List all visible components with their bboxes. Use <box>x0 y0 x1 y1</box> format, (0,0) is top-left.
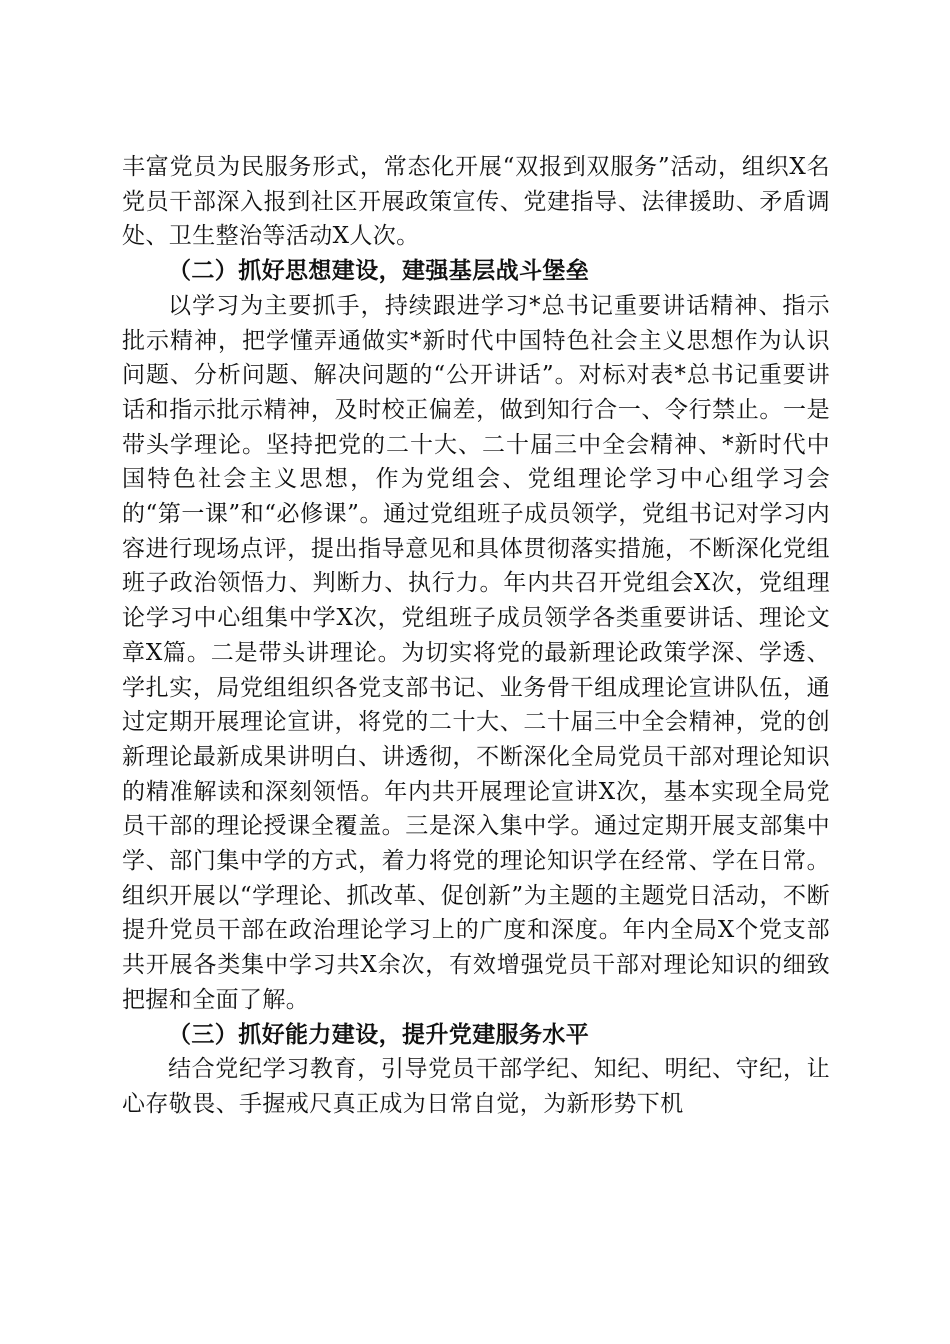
section-heading-2: （二）抓好思想建设，建强基层战斗堡垒 <box>168 257 590 285</box>
paragraph-continuation: 丰富党员为民服务形式，常态化开展“双报到双服务”活动，组织X名党员干部深入报到社区开展政策宣传、党建指导、法律援助、矛盾调处、卫生整治等活动X人次。 <box>122 154 830 250</box>
paragraph-capability: 结合党纪学习教育，引导党员干部学纪、知纪、明纪、守纪，让心存敬畏、手握戒尺真正成为日常自觉，为新形势下机 <box>122 1056 830 1117</box>
section-heading-3: （三）抓好能力建设，提升党建服务水平 <box>168 1020 590 1048</box>
document-page <box>122 150 830 1122</box>
paragraph-ideology: 以学习为主要抓手，持续跟进学习*总书记重要讲话精神、指示批示精神，把学懂弄通做实*新时代中国特色社会主义思想作为认识问题、分析问题、解决问题的“公开讲话”。对标对表*总书记重要讲话和指示批示精神，及时校正偏差，做到知行合一、令行禁止。一是带头学理论。坚持把党的二十大、二十届三中全会精神、*新时代中国特色社会主义思想，作为党组会、党组理论学习中心组学习会的“第一课”和“必修课”。通过党组班子成员领学，党组书记对学习内容进行现场点评，提出指导意见和具体贯彻落实措施，不断深化党组班子政治领悟力、判断力、执行力。年内共召开党组会X次，党组理论学习中心组集中学X次，党组班子成员领学各类重要讲话、理论文章X篇。二是带头讲理论。为切实将党的最新理论政策学深、学透、学扎实，局党组组织各党支部书记、业务骨干组成理论宣讲队伍，通过定期开展理论宣讲，将党的二十大、二十届三中全会精神，党的创新理论最新成果讲明白、讲透彻，不断深化全局党员干部对理论知识的精准解读和深刻领悟。年内共开展理论宣讲X次，基本实现全局党员干部的理论授课全覆盖。三是深入集中学。通过定期开展支部集中学、部门集中学的方式，着力将党的理论知识学在经常、学在日常。组织开展以“学理论、抓改革、促创新”为主题的主题党日活动，不断提升党员干部在政治理论学习上的广度和深度。年内全局X个党支部共开展各类集中学习共X余次，有效增强党员干部对理论知识的细致把握和全面了解。 <box>122 292 830 1013</box>
